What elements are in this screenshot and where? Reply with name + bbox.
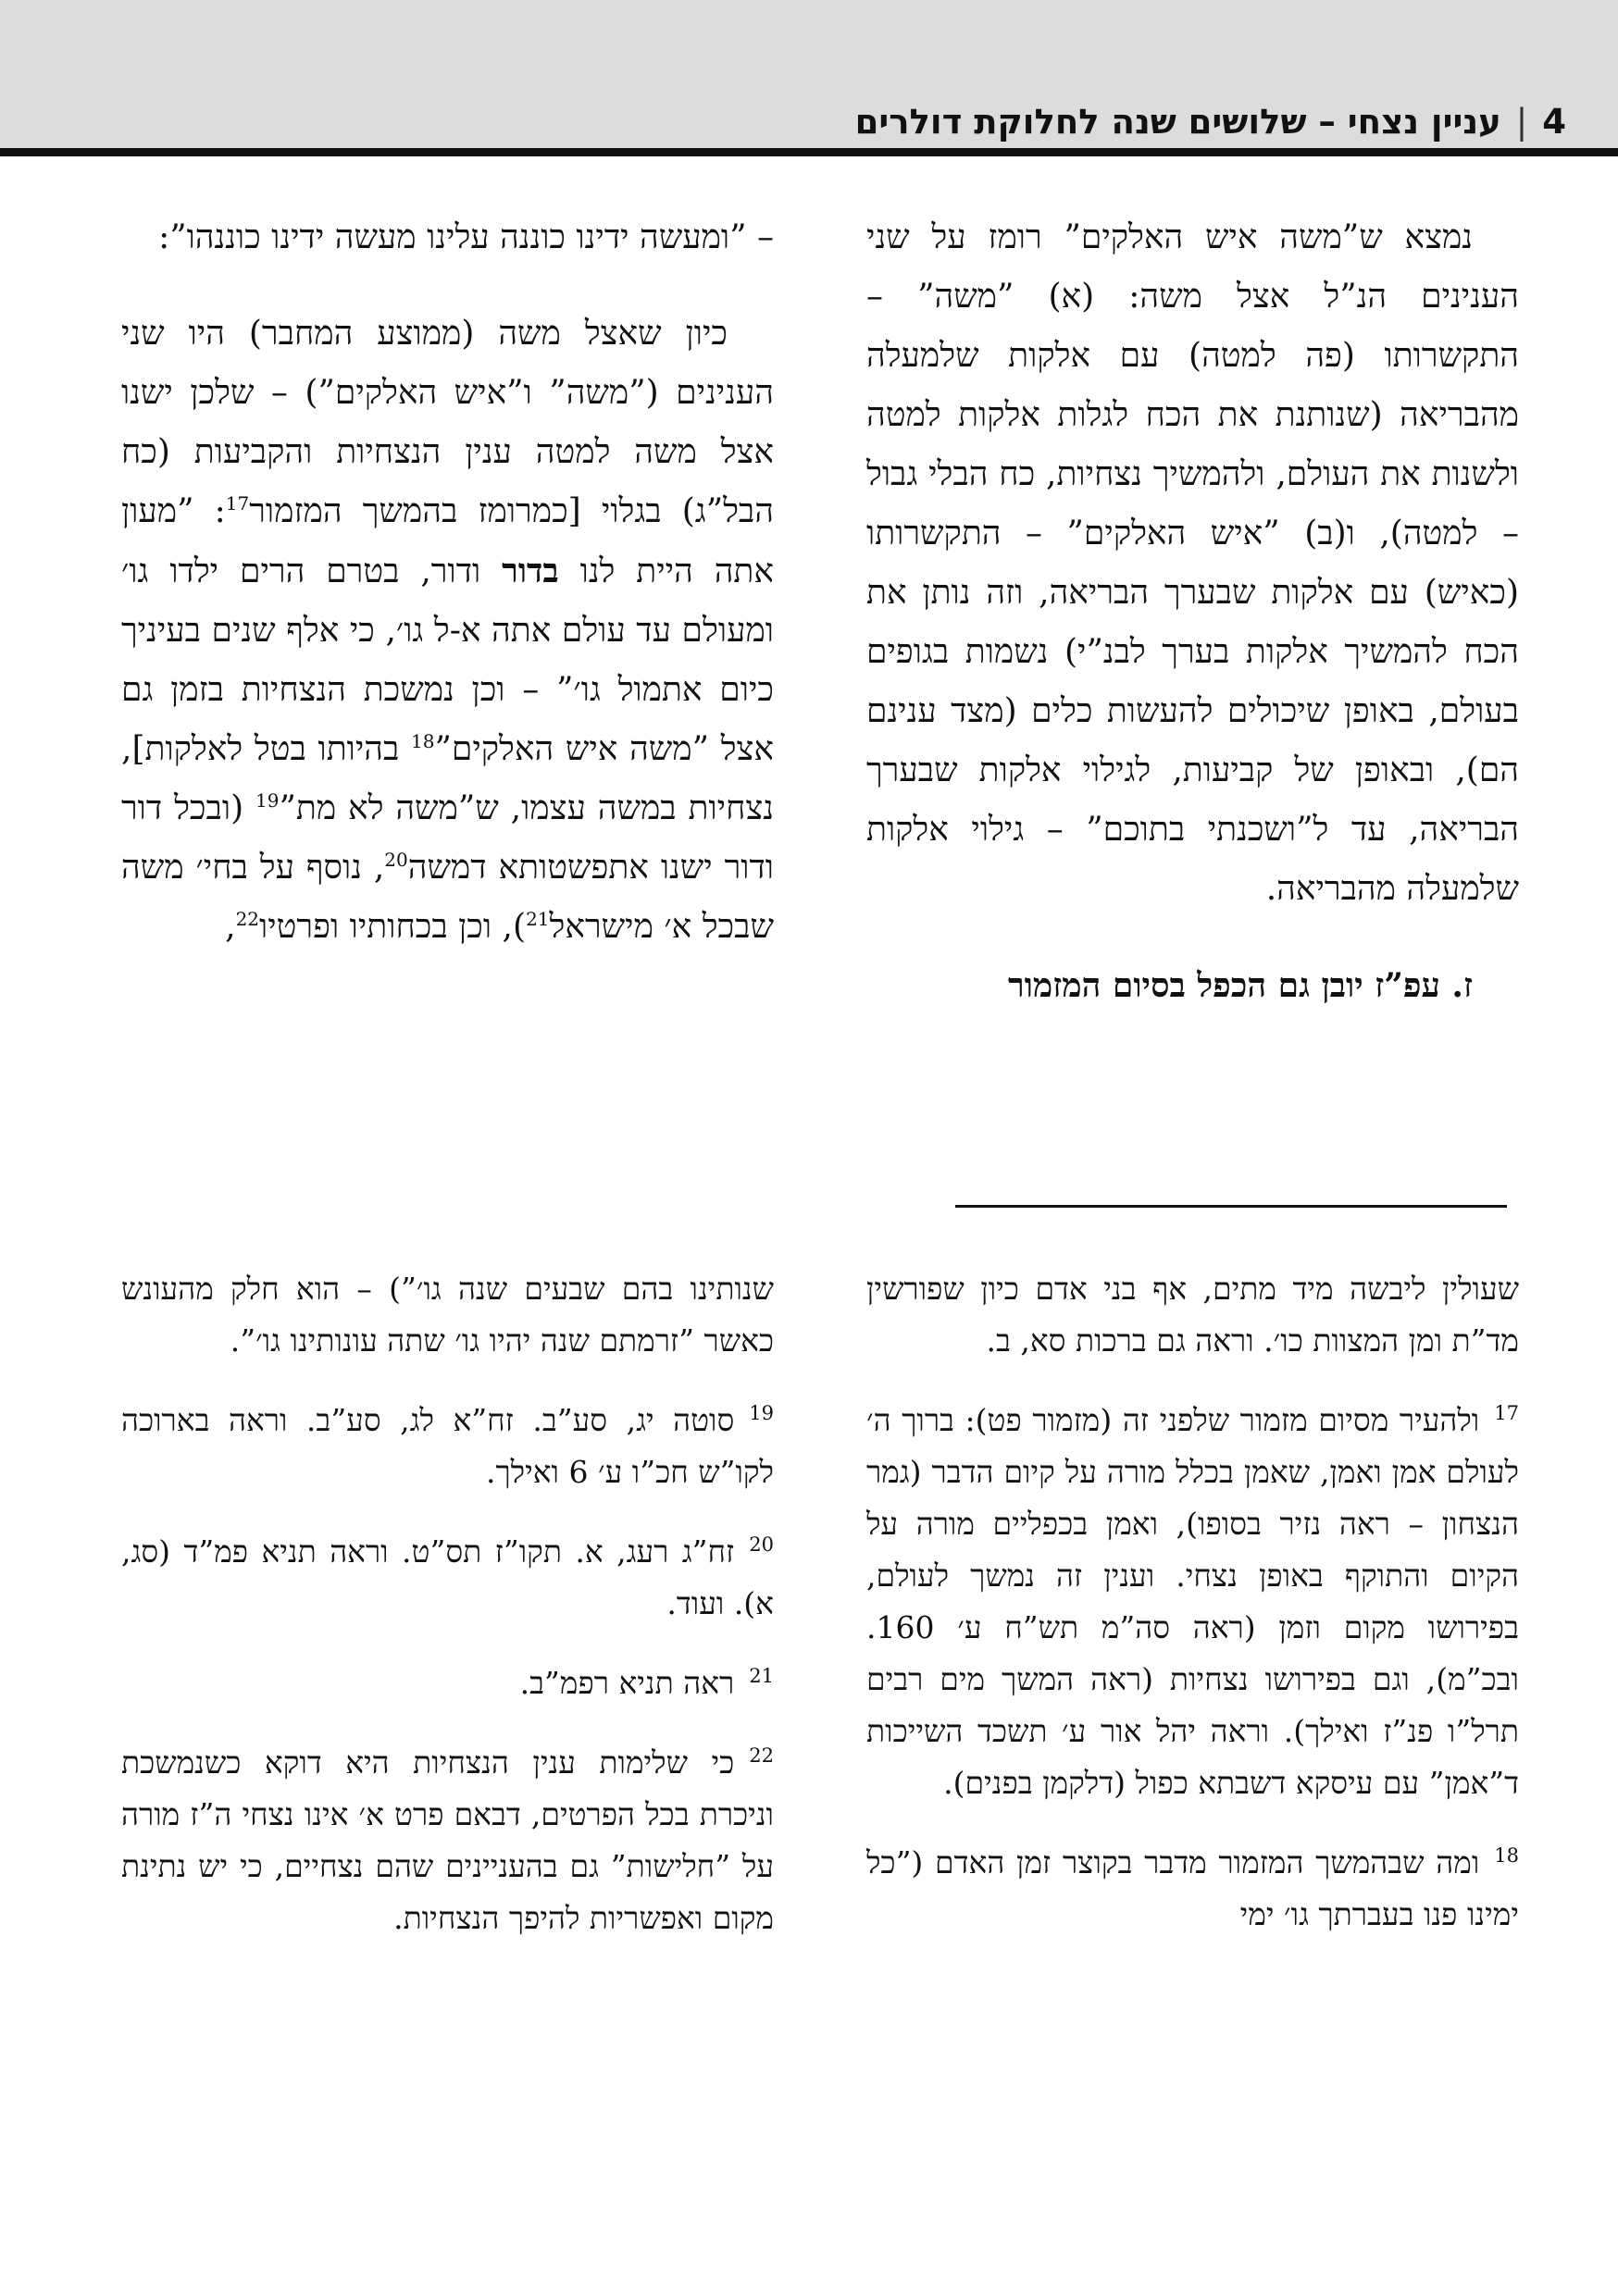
footnotes-column-left [121,1263,774,1965]
running-header [855,98,1566,144]
footnote-number: 17 [1494,1402,1519,1424]
footnote [121,1519,774,1630]
footnote-text: זח”ג רעג, א. תקו”ז תס”ט. וראה תניא פמ”ד (סג, א). ועוד. [121,1533,774,1621]
paragraph: – ”ומעשה ידינו כוננה עלינו מעשה ידינו כוננהו”: [158,218,774,256]
footnote [121,1387,774,1498]
footnote-ref[interactable]: 22 [235,908,260,930]
text-run: ), וכן בכחותיו ופרטיו [259,908,527,946]
footnote-number: 18 [1494,1844,1519,1867]
footnote-separator [955,1205,1507,1208]
paragraph [121,304,774,957]
footnote [866,1387,1519,1809]
main-column-right [866,208,1519,1052]
text-run: , [225,908,236,946]
footnote-number: 21 [749,1665,774,1687]
header-rule [0,148,1618,156]
footnote-continuation: שעולין ליבשה מיד מתים, אף בני אדם כיון שפורשין מד”ת ומן המצוות כו׳. וראה גם ברכות סא, ב. [866,1271,1519,1359]
footnote-text: ולהעיר מסיום מזמור שלפני זה (מזמור פט): ברוך ה׳ לעולם אמן ואמן, שאמן בכלל מורה על קיום הדבר (גמר הנצחון – ראה נזיר בסופו), ואמן בכפליים מורה על הקיום והתוקף באופן נצחי. וענין זה נמשך לעולם, בפירושו מקום וזמן (ראה סה”מ תש”ח ע׳ 160. ובכ”מ), וגם בפירושו נצחיות (ראה המשך מים רבים תרל”ו פנ”ז ואילך). וראה יהל אור ע׳ תשכד השייכות ד”אמן” עם עיסקא דשבתא כפול (דלקמן בפנים). [866,1402,1519,1801]
page-number: 4 [1542,101,1566,142]
footnote-text: ומה שבהמשך המזמור מדבר בקוצר זמן האדם (”כל ימינו פנו בעברתך גו׳ ימי [866,1844,1519,1932]
footnote-ref[interactable]: 19 [255,789,280,812]
footnote [121,1650,774,1709]
text-run: : ”מעון אתה היית לנו [121,492,774,590]
text-run: ודור, בטרם הרים ילדו גו׳ ומעולם עד עולם אתה א-ל גו׳, כי אלף שנים בעיניך כיום אתמול גו׳” – וכן נמשכת הנצחיות בזמן גם אצל ”משה איש האלקים” [121,552,774,768]
footnote-text: סוטה יג, סע”ב. זח”א לג, סע”ב. וראה בארוכה לקו”ש חכ”ו ע׳ 6 ואילך. [121,1402,774,1490]
footnote-text: ראה תניא רפמ”ב. [519,1665,735,1701]
footnote-ref[interactable]: 21 [526,908,550,930]
footnote-ref[interactable]: 20 [384,849,408,871]
text-run-bold: בדור [502,552,559,590]
footnote-continuation: שנותינו בהם שבעים שנה גו׳”) – הוא חלק מהעונש כאשר ”זרמתם שנה יהיו גו׳ שתה עונותינו גו׳”. [121,1271,774,1359]
header-separator: | [1515,101,1528,142]
header-title: עניין נצחי – שלושים שנה לחלוקת דולרים [854,101,1501,142]
main-column-left [121,208,774,994]
footnotes-column-right [866,1263,1519,1961]
footnote-ref[interactable]: 18 [411,730,435,752]
footnote-number: 19 [749,1402,774,1424]
footnote [866,1830,1519,1941]
text-run: כיון שאצל משה (ממוצע המחבר) היו שני הענינים (”משה” ו”איש האלקים”) – שלכן ישנו אצל משה למטה ענין הנצחיות והקביעות (כח הבל”ג) בגלוי [כמרומז בהמשך המזמור [121,315,774,530]
footnote-text: כי שלימות ענין הנצחיות היא דוקא כשנמשכת וניכרת בכל הפרטים, דבאם פרט א׳ אינו נצחי ה”ז מורה על ”חלישות” גם בהעניינים שהם נצחיים, כי יש נתינת מקום ואפשריות להיפך הנצחיות. [121,1744,774,1936]
footnote-number: 20 [749,1533,774,1556]
footnote-ref[interactable]: 17 [225,492,250,515]
section-heading: ז. עפ”ז יובן גם הכפל בסיום המזמור [1008,966,1473,1005]
text-run: , נוסף על בחי׳ משה שבכל א׳ מישראל [121,849,774,946]
footnote [121,1730,774,1944]
text-run: בהיותו בטל לאלקות], נצחיות במשה עצמו, ש”משה לא מת” [121,730,774,827]
text-run: (ובכל דור ודור ישנו אתפשטותא דמשה [121,789,774,887]
footnote-number: 22 [749,1744,774,1767]
paragraph: נמצא ש”משה איש האלקים” רומז על שני הענינים הנ”ל אצל משה: (א) ”משה” – התקשרותו (פה למטה) עם אלקות שלמעלה מהבריאה (שנותנת את הכח לגלות אלקות למטה ולשנות את העולם, ולהמשיך נצחיות, כח הבלי גבול – למטה), ו(ב) ”איש האלקים” – התקשרותו (כאיש) עם אלקות שבערך הבריאה, וזה נותן את הכח להמשיך אלקות בערך לבנ”י) נשמות בגופים בעולם, באופן שיכולים להעשות כלים (מצד ענינם הם), ובאופן של קביעות, לגילוי אלקות שבערך הבריאה, עד ל”ושכנתי בתוכם” – גילוי אלקות שלמעלה מהבריאה. [866,218,1519,908]
